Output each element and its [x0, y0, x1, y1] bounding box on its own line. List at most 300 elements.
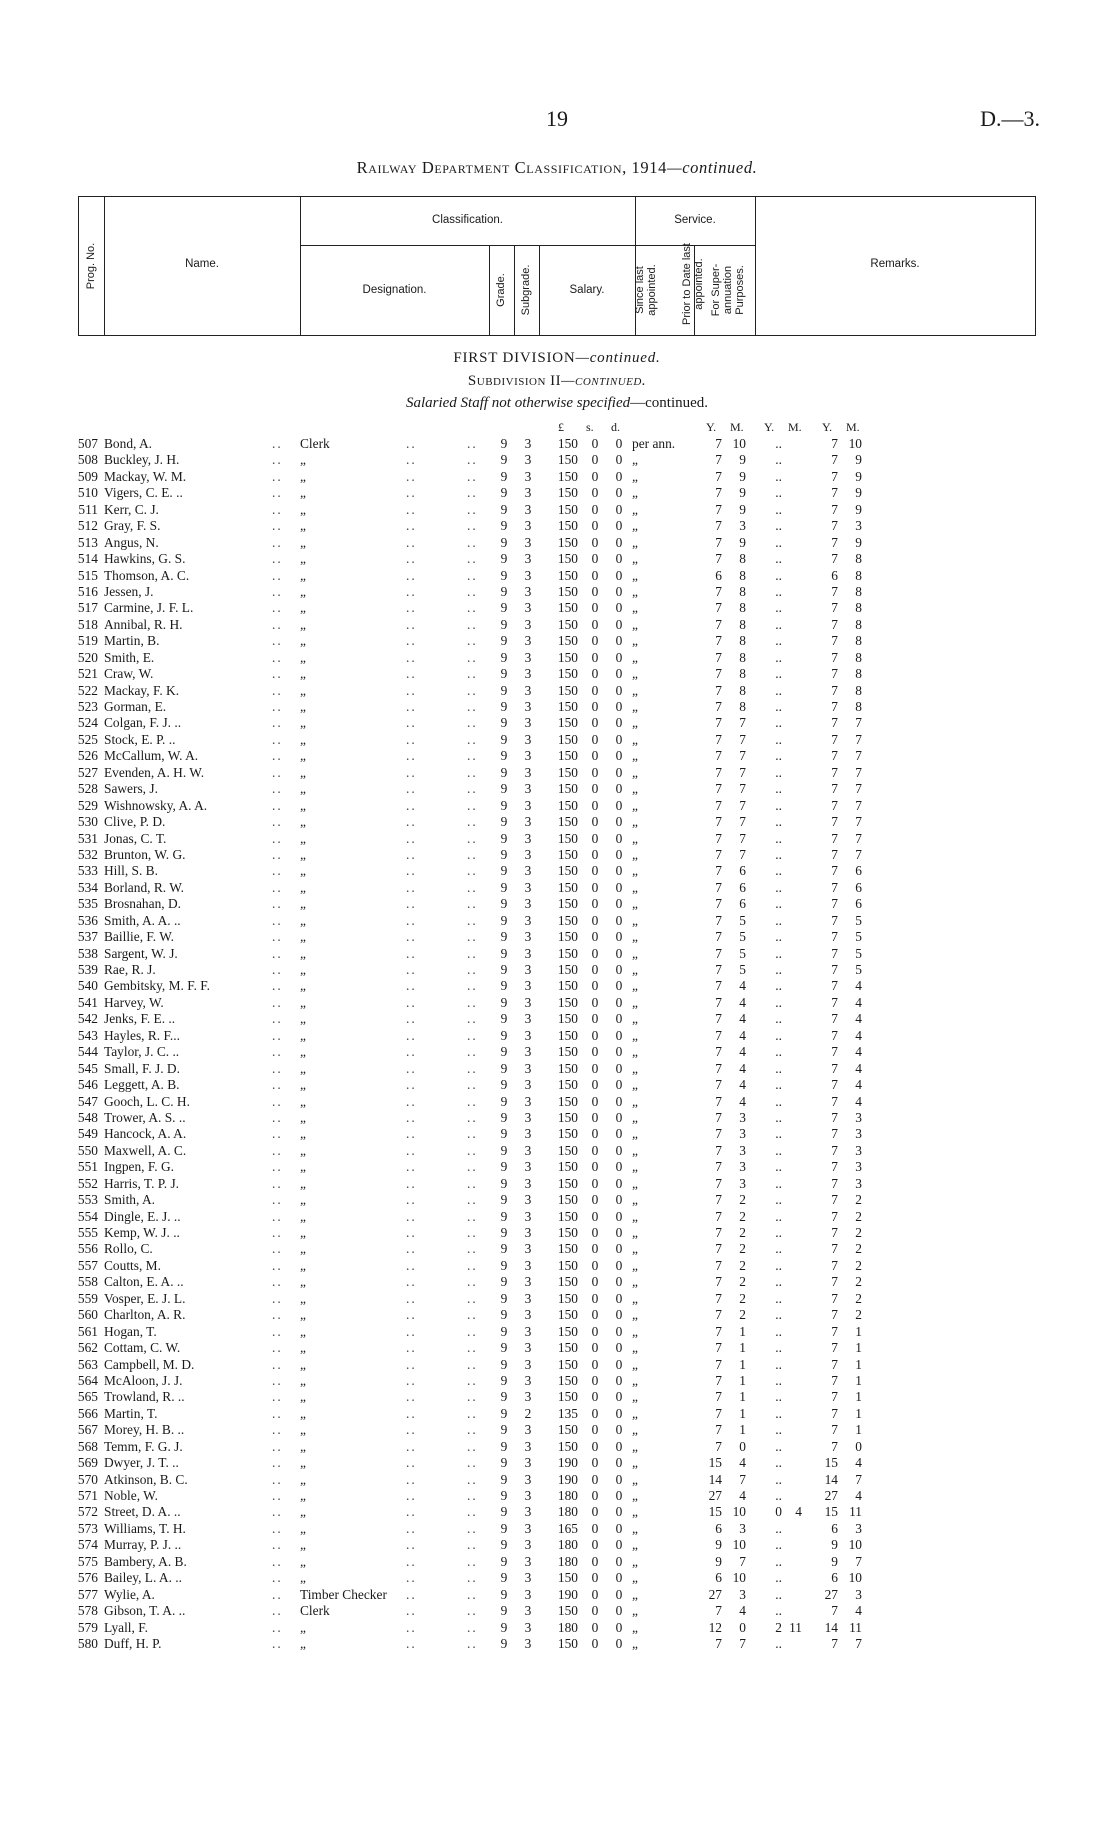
cell-prog-no: 517	[77, 600, 98, 616]
cell-grade: 9	[500, 994, 508, 1010]
cell-prior-years: ..	[775, 1241, 782, 1257]
cell-subgrade: 3	[524, 633, 532, 649]
cell-prior-years: ..	[775, 1142, 782, 1158]
cell-subgrade: 3	[524, 501, 532, 517]
cell-total-months: 4	[855, 1011, 862, 1027]
cell-per: „	[632, 1405, 638, 1421]
cell-since-years: 7	[715, 600, 722, 616]
cell-total-years: 7	[831, 452, 838, 468]
cell-designation: „	[300, 896, 306, 912]
cell-designation: „	[300, 1537, 306, 1553]
leader-dots: ..	[406, 1586, 417, 1602]
cell-since-months: 4	[739, 1011, 746, 1027]
cell-name: Cottam, C. W.	[104, 1340, 181, 1356]
cell-salary: 150	[557, 1060, 578, 1076]
cell-per: „	[632, 1323, 638, 1339]
cell-since-months: 7	[739, 715, 746, 731]
cell-prior-years: ..	[775, 1389, 782, 1405]
leader-dots: ..	[272, 682, 283, 698]
cell-total-months: 4	[855, 1455, 862, 1471]
table-row	[0, 946, 1114, 962]
cell-total-years: 7	[831, 436, 838, 451]
unit-months-prior: M.	[788, 420, 802, 434]
table-row	[0, 1176, 1114, 1192]
cell-salary: 150	[557, 616, 578, 632]
cell-grade: 9	[500, 748, 508, 764]
cell-total-months: 2	[855, 1225, 862, 1240]
cell-designation: „	[300, 1274, 306, 1290]
cell-subgrade: 3	[524, 1175, 532, 1191]
cell-shillings: 0	[591, 1603, 599, 1619]
cell-per: „	[632, 945, 638, 961]
cell-total-years: 6	[831, 567, 838, 583]
header-prior-to-date: Prior to Date last appointed.	[681, 243, 705, 325]
header-remarks: Remarks.	[870, 258, 920, 270]
cell-prior-years: ..	[775, 1422, 782, 1438]
cell-pence: 0	[615, 1208, 623, 1224]
table-row	[0, 1620, 1114, 1636]
cell-shillings: 0	[591, 666, 599, 682]
cell-shillings: 0	[591, 764, 599, 780]
cell-prog-no: 531	[77, 830, 98, 846]
cell-prog-no: 580	[77, 1635, 98, 1651]
leader-dots: ..	[467, 1225, 478, 1240]
cell-pence: 0	[615, 518, 623, 534]
cell-prior-years: ..	[775, 896, 782, 912]
cell-per: „	[632, 1225, 638, 1240]
cell-total-months: 8	[855, 682, 862, 698]
cell-since-months: 7	[739, 731, 746, 747]
cell-salary: 180	[557, 1488, 578, 1503]
cell-per: „	[632, 1159, 638, 1175]
cell-designation: „	[300, 863, 306, 879]
table-row	[0, 1389, 1114, 1405]
cell-total-months: 10	[848, 1570, 862, 1586]
cell-shillings: 0	[591, 797, 599, 813]
cell-grade: 9	[500, 1109, 508, 1125]
cell-total-years: 7	[831, 929, 838, 945]
cell-grade: 9	[500, 1520, 508, 1536]
cell-salary: 150	[557, 929, 578, 945]
cell-subgrade: 3	[524, 1257, 532, 1273]
cell-name: Campbell, M. D.	[104, 1356, 195, 1372]
cell-subgrade: 3	[524, 1619, 532, 1635]
cell-prog-no: 556	[77, 1241, 98, 1257]
leader-dots: ..	[467, 1520, 478, 1536]
cell-name: Buckley, J. H.	[104, 452, 180, 468]
leader-dots: ..	[272, 962, 283, 977]
leader-dots: ..	[272, 583, 283, 599]
leader-dots: ..	[272, 1553, 283, 1569]
cell-designation: „	[300, 534, 306, 550]
cell-since-years: 7	[715, 551, 722, 567]
table-row	[0, 978, 1114, 994]
cell-salary: 180	[557, 1553, 578, 1569]
cell-grade: 9	[500, 1405, 508, 1421]
cell-since-years: 7	[715, 666, 722, 682]
leader-dots: ..	[272, 436, 283, 451]
cell-total-years: 7	[831, 1225, 838, 1240]
cell-grade: 9	[500, 1307, 508, 1323]
cell-prior-years: ..	[775, 1455, 782, 1471]
cell-since-years: 6	[715, 567, 722, 583]
cell-subgrade: 3	[524, 879, 532, 895]
table-row	[0, 1422, 1114, 1438]
leader-dots: ..	[272, 1060, 283, 1076]
table-row	[0, 633, 1114, 649]
leader-dots: ..	[406, 945, 417, 961]
cell-shillings: 0	[591, 567, 599, 583]
cell-prog-no: 551	[77, 1159, 98, 1175]
cell-total-months: 2	[855, 1192, 862, 1208]
leader-dots: ..	[272, 1504, 283, 1520]
cell-pence: 0	[615, 1323, 623, 1339]
cell-prior-years: ..	[775, 1340, 782, 1356]
cell-per: per ann.	[632, 436, 676, 451]
leader-dots: ..	[406, 879, 417, 895]
cell-grade: 9	[500, 1290, 508, 1306]
table-row	[0, 1521, 1114, 1537]
cell-since-months: 7	[739, 1635, 746, 1651]
cell-prior-years: ..	[775, 994, 782, 1010]
cell-shillings: 0	[591, 649, 599, 665]
leader-dots: ..	[467, 1471, 478, 1487]
cell-name: Jessen, J.	[104, 583, 154, 599]
cell-total-years: 7	[831, 1060, 838, 1076]
cell-per: „	[632, 1504, 638, 1520]
leader-dots: ..	[406, 1389, 417, 1405]
cell-total-months: 9	[855, 534, 862, 550]
cell-grade: 9	[500, 978, 508, 994]
cell-subgrade: 3	[524, 436, 532, 451]
cell-total-months: 7	[855, 764, 862, 780]
leader-dots: ..	[272, 1372, 283, 1388]
cell-total-years: 7	[831, 1307, 838, 1323]
cell-prior-years: ..	[775, 1027, 782, 1043]
cell-since-years: 7	[715, 1635, 722, 1651]
cell-shillings: 0	[591, 1274, 599, 1290]
cell-designation: „	[300, 1504, 306, 1520]
cell-subgrade: 3	[524, 1537, 532, 1553]
leader-dots: ..	[272, 879, 283, 895]
cell-since-months: 4	[739, 1077, 746, 1093]
cell-since-months: 7	[739, 797, 746, 813]
cell-shillings: 0	[591, 551, 599, 567]
cell-grade: 9	[500, 567, 508, 583]
cell-since-months: 8	[739, 600, 746, 616]
cell-designation: „	[300, 1570, 306, 1586]
leader-dots: ..	[406, 1257, 417, 1273]
cell-pence: 0	[615, 436, 623, 451]
leader-dots: ..	[272, 616, 283, 632]
cell-grade: 9	[500, 1422, 508, 1438]
cell-subgrade: 3	[524, 1109, 532, 1125]
cell-shillings: 0	[591, 1027, 599, 1043]
cell-pence: 0	[615, 1619, 623, 1635]
cell-pence: 0	[615, 633, 623, 649]
cell-pence: 0	[615, 748, 623, 764]
leader-dots: ..	[467, 1389, 478, 1405]
leader-dots: ..	[406, 1093, 417, 1109]
cell-subgrade: 3	[524, 731, 532, 747]
cell-since-months: 6	[739, 863, 746, 879]
cell-designation: „	[300, 929, 306, 945]
leader-dots: ..	[467, 534, 478, 550]
cell-prior-years: ..	[775, 929, 782, 945]
cell-designation: Clerk	[300, 436, 330, 451]
cell-pence: 0	[615, 945, 623, 961]
cell-total-years: 7	[831, 1603, 838, 1619]
cell-pence: 0	[615, 764, 623, 780]
cell-grade: 9	[500, 1192, 508, 1208]
cell-per: „	[632, 1455, 638, 1471]
cell-since-years: 27	[708, 1488, 722, 1503]
cell-prog-no: 523	[77, 699, 98, 714]
cell-shillings: 0	[591, 518, 599, 534]
cell-per: „	[632, 1290, 638, 1306]
cell-total-years: 7	[831, 748, 838, 764]
cell-grade: 9	[500, 1455, 508, 1471]
cell-designation: „	[300, 452, 306, 468]
cell-grade: 9	[500, 1159, 508, 1175]
cell-shillings: 0	[591, 1323, 599, 1339]
cell-prior-years: ..	[775, 764, 782, 780]
table-row	[0, 1241, 1114, 1257]
cell-salary: 150	[557, 814, 578, 830]
cell-subgrade: 3	[524, 1635, 532, 1651]
leader-dots: ..	[406, 1011, 417, 1027]
table-row	[0, 1094, 1114, 1110]
leader-dots: ..	[467, 1405, 478, 1421]
cell-subgrade: 3	[524, 1323, 532, 1339]
leader-dots: ..	[272, 1274, 283, 1290]
cell-total-months: 1	[855, 1405, 862, 1421]
leader-dots: ..	[467, 978, 478, 994]
cell-since-years: 7	[715, 748, 722, 764]
cell-grade: 9	[500, 1077, 508, 1093]
leader-dots: ..	[406, 764, 417, 780]
cell-total-months: 7	[855, 715, 862, 731]
cell-shillings: 0	[591, 1504, 599, 1520]
cell-since-years: 7	[715, 452, 722, 468]
cell-salary: 165	[557, 1520, 578, 1536]
cell-total-years: 7	[831, 945, 838, 961]
cell-total-years: 7	[831, 485, 838, 501]
cell-name: Kerr, C. J.	[104, 501, 159, 517]
leader-dots: ..	[272, 1455, 283, 1471]
cell-pence: 0	[615, 1142, 623, 1158]
cell-grade: 9	[500, 452, 508, 468]
leader-dots: ..	[272, 1570, 283, 1586]
cell-designation: „	[300, 912, 306, 928]
cell-since-years: 7	[715, 1422, 722, 1438]
cell-prior-years: ..	[775, 682, 782, 698]
leader-dots: ..	[406, 1307, 417, 1323]
cell-total-months: 7	[855, 1553, 862, 1569]
cell-total-months: 9	[855, 468, 862, 484]
cell-pence: 0	[615, 567, 623, 583]
cell-pence: 0	[615, 485, 623, 501]
page-title	[200, 158, 914, 178]
leader-dots: ..	[272, 1438, 283, 1454]
cell-total-months: 4	[855, 1060, 862, 1076]
staff-cont: —continued.	[630, 395, 709, 411]
cell-shillings: 0	[591, 1389, 599, 1405]
cell-pence: 0	[615, 1603, 623, 1619]
table-row	[0, 617, 1114, 633]
cell-since-years: 7	[715, 1011, 722, 1027]
leader-dots: ..	[467, 1077, 478, 1093]
leader-dots: ..	[272, 1241, 283, 1257]
leader-dots: ..	[406, 814, 417, 830]
leader-dots: ..	[467, 1553, 478, 1569]
cell-prog-no: 571	[77, 1488, 98, 1503]
cell-name: Angus, N.	[104, 534, 159, 550]
cell-since-months: 7	[739, 1553, 746, 1569]
cell-name: Rollo, C.	[104, 1241, 153, 1257]
table-row	[0, 896, 1114, 912]
cell-total-months: 8	[855, 699, 862, 714]
cell-name: Rae, R. J.	[104, 962, 156, 977]
leader-dots: ..	[467, 633, 478, 649]
cell-pence: 0	[615, 896, 623, 912]
leader-dots: ..	[272, 830, 283, 846]
cell-per: „	[632, 682, 638, 698]
cell-salary: 150	[557, 715, 578, 731]
cell-prog-no: 542	[77, 1011, 98, 1027]
cell-shillings: 0	[591, 633, 599, 649]
cell-total-months: 3	[855, 1109, 862, 1125]
cell-since-years: 27	[708, 1586, 722, 1602]
cell-designation: Timber Checker	[300, 1586, 387, 1602]
cell-per: „	[632, 962, 638, 977]
cell-shillings: 0	[591, 452, 599, 468]
cell-since-months: 7	[739, 814, 746, 830]
cell-subgrade: 3	[524, 1422, 532, 1438]
cell-pence: 0	[615, 1077, 623, 1093]
cell-total-years: 6	[831, 1520, 838, 1536]
leader-dots: ..	[467, 682, 478, 698]
cell-prior-years: ..	[775, 731, 782, 747]
cell-prior-years: ..	[775, 1356, 782, 1372]
cell-pence: 0	[615, 1060, 623, 1076]
leader-dots: ..	[406, 1537, 417, 1553]
cell-prog-no: 558	[77, 1274, 98, 1290]
leader-dots: ..	[272, 1471, 283, 1487]
cell-prog-no: 525	[77, 731, 98, 747]
cell-prog-no: 536	[77, 912, 98, 928]
cell-prog-no: 579	[77, 1619, 98, 1635]
cell-total-months: 8	[855, 551, 862, 567]
cell-total-months: 3	[855, 1175, 862, 1191]
cell-since-years: 7	[715, 583, 722, 599]
leader-dots: ..	[467, 600, 478, 616]
leader-dots: ..	[467, 1126, 478, 1142]
cell-salary: 150	[557, 1192, 578, 1208]
cell-prog-no: 516	[77, 583, 98, 599]
leader-dots: ..	[467, 748, 478, 764]
cell-total-years: 7	[831, 699, 838, 714]
cell-prog-no: 550	[77, 1142, 98, 1158]
cell-pence: 0	[615, 1504, 623, 1520]
cell-salary: 150	[557, 1241, 578, 1257]
cell-since-months: 4	[739, 1044, 746, 1060]
cell-salary: 150	[557, 1307, 578, 1323]
cell-shillings: 0	[591, 1405, 599, 1421]
cell-since-months: 9	[739, 452, 746, 468]
cell-salary: 150	[557, 1438, 578, 1454]
cell-total-years: 7	[831, 962, 838, 977]
cell-shillings: 0	[591, 1520, 599, 1536]
leader-dots: ..	[272, 945, 283, 961]
cell-name: Martin, B.	[104, 633, 160, 649]
cell-shillings: 0	[591, 1488, 599, 1503]
cell-total-months: 1	[855, 1372, 862, 1388]
cell-pence: 0	[615, 583, 623, 599]
cell-since-years: 7	[715, 518, 722, 534]
cell-since-years: 7	[715, 1159, 722, 1175]
cell-shillings: 0	[591, 1126, 599, 1142]
leader-dots: ..	[467, 1488, 478, 1503]
cell-total-years: 7	[831, 1159, 838, 1175]
cell-designation: „	[300, 978, 306, 994]
cell-shillings: 0	[591, 1241, 599, 1257]
table-row	[0, 683, 1114, 699]
cell-prog-no: 572	[77, 1504, 98, 1520]
leader-dots: ..	[406, 649, 417, 665]
leader-dots: ..	[272, 567, 283, 583]
cell-shillings: 0	[591, 1175, 599, 1191]
cell-since-months: 4	[739, 1060, 746, 1076]
cell-salary: 150	[557, 1422, 578, 1438]
cell-grade: 9	[500, 962, 508, 977]
cell-subgrade: 3	[524, 1389, 532, 1405]
cell-shillings: 0	[591, 994, 599, 1010]
cell-name: Gooch, L. C. H.	[104, 1093, 190, 1109]
cell-designation: „	[300, 1405, 306, 1421]
leader-dots: ..	[272, 1520, 283, 1536]
cell-prog-no: 537	[77, 929, 98, 945]
cell-subgrade: 3	[524, 1356, 532, 1372]
cell-per: „	[632, 485, 638, 501]
cell-designation: „	[300, 1225, 306, 1240]
leader-dots: ..	[467, 1619, 478, 1635]
cell-total-years: 7	[831, 1077, 838, 1093]
table-row	[0, 1324, 1114, 1340]
leader-dots: ..	[467, 583, 478, 599]
cell-grade: 9	[500, 1208, 508, 1224]
cell-total-months: 3	[855, 1126, 862, 1142]
cell-per: „	[632, 600, 638, 616]
cell-total-years: 27	[824, 1586, 838, 1602]
cell-grade: 9	[500, 797, 508, 813]
cell-total-months: 2	[855, 1274, 862, 1290]
cell-per: „	[632, 912, 638, 928]
table-body	[0, 436, 1114, 1652]
table-row	[0, 831, 1114, 847]
cell-name: Gorman, E.	[104, 699, 167, 714]
cell-since-months: 4	[739, 1027, 746, 1043]
cell-since-months: 2	[739, 1274, 746, 1290]
cell-per: „	[632, 1093, 638, 1109]
cell-since-months: 5	[739, 912, 746, 928]
cell-shillings: 0	[591, 748, 599, 764]
cell-prog-no: 560	[77, 1307, 98, 1323]
cell-salary: 150	[557, 551, 578, 567]
cell-grade: 9	[500, 1044, 508, 1060]
cell-pence: 0	[615, 649, 623, 665]
table-row	[0, 1554, 1114, 1570]
